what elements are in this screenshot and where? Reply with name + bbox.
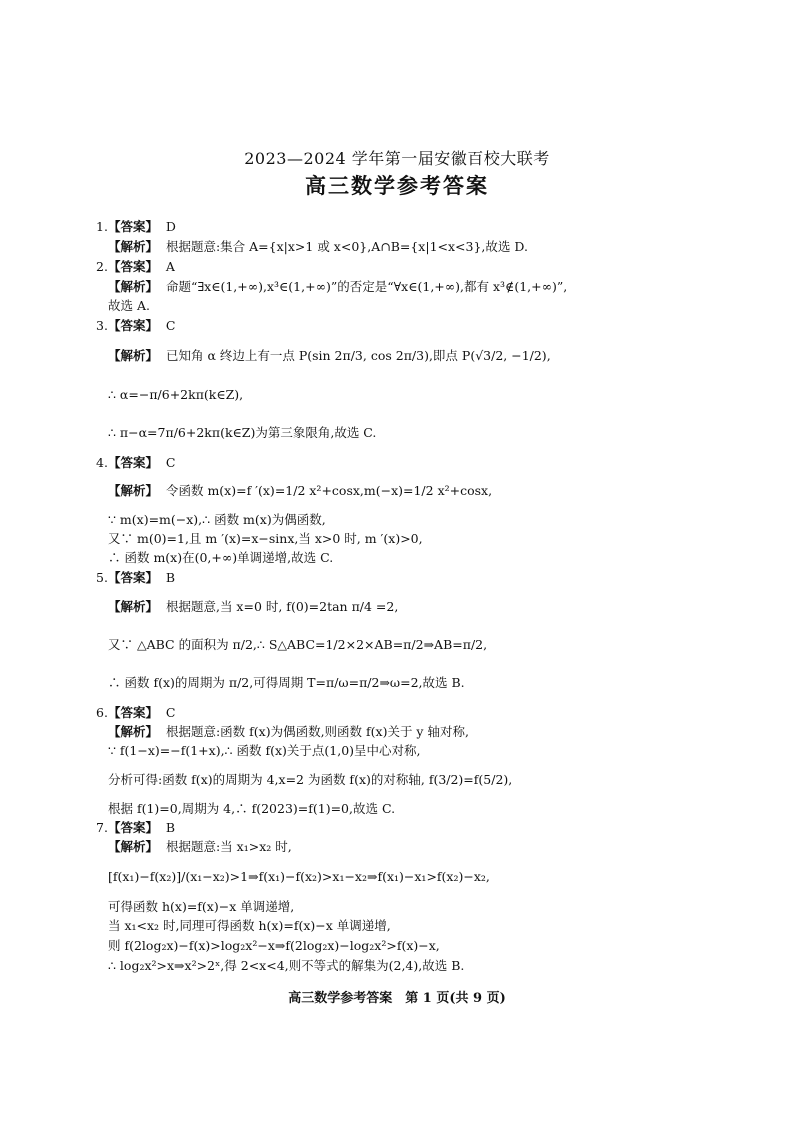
analysis-text: 根据题意,当 x=0 时, f(0)=2tan π/4 =2, [165,599,399,614]
answer-value: B [165,820,176,835]
question-number: 2. [96,259,108,274]
q6-analysis-line [108,724,469,740]
answer-value: B [165,570,176,585]
analysis-label: 【解析】 [108,239,159,254]
q2-analysis-line [108,279,567,295]
q7-analysis-line-5: 则 f(2log₂x)−f(x)>log₂x²−x⇒f(2log₂x)−log₂x²>f(x)−x, [108,938,440,953]
q3-analysis-line [108,348,551,364]
analysis-text: 根据题意:集合 A={x|x>1 或 x<0},A∩B={x|1<x<3},故选 D. [165,239,528,254]
q5-analysis-line-2: 又∵ △ABC 的面积为 π/2,∴ S△ABC=1/2×2×AB=π/2⇒AB=π/2, [108,637,488,652]
document-title: 高三数学参考答案 [305,173,489,198]
q3-analysis-line-2: ∴ α=−π/6+2kπ(k∈Z), [108,387,244,402]
q7-analysis-line-4: 当 x₁<x₂ 时,同理可得函数 h(x)=f(x)−x 单调递增, [108,918,391,933]
q3-answer-line [96,318,175,334]
q4-analysis-line-3: 又∵ m(0)=1,且 m ′(x)=x−sinx,当 x>0 时, m ′(x)>0, [108,531,423,546]
q1-answer-line [96,219,176,235]
q5-answer-line [96,570,175,586]
q4-analysis-line-2: ∵ m(x)=m(−x),∴ 函数 m(x)为偶函数, [108,512,326,527]
analysis-label: 【解析】 [108,839,159,854]
q7-analysis-line [108,839,292,855]
answer-value: C [165,455,176,470]
q1-analysis-line [108,239,528,255]
answer-label: 【答案】 [107,219,158,234]
q6-analysis-line-3: 分析可得:函数 f(x)的周期为 4,x=2 为函数 f(x)的对称轴, f(3/2)=f(5/2), [108,772,513,787]
answer-value: A [165,259,175,274]
q5-analysis-line [108,599,398,615]
q2-answer-line [96,259,175,275]
answer-label: 【答案】 [107,259,158,274]
q2-analysis-line-2: 故选 A. [108,298,150,313]
analysis-label: 【解析】 [108,279,159,294]
q7-analysis-line-6: ∴ log₂x²>x⇒x²>2ˣ,得 2<x<4,则不等式的解集为(2,4),故选 B. [108,958,465,973]
answer-label: 【答案】 [107,820,158,835]
q5-analysis-line-3: ∴ 函数 f(x)的周期为 π/2,可得周期 T=π/ω=π/2⇒ω=2,故选 B. [108,675,465,690]
question-number: 5. [96,570,108,585]
analysis-text: 根据题意:当 x₁>x₂ 时, [165,839,292,854]
analysis-text: 令函数 m(x)=f ′(x)=1/2 x²+cosx,m(−x)=1/2 x²+cosx, [165,483,493,498]
answer-label: 【答案】 [107,570,158,585]
q6-analysis-line-4: 根据 f(1)=0,周期为 4,∴ f(2023)=f(1)=0,故选 C. [108,801,396,816]
analysis-text: 已知角 α 终边上有一点 P(sin 2π/3, cos 2π/3),即点 P(√3/2, −1/2), [165,348,551,363]
q4-analysis-line [108,483,492,499]
analysis-label: 【解析】 [108,348,159,363]
analysis-label: 【解析】 [108,483,159,498]
q7-analysis-line-2: [f(x₁)−f(x₂)]/(x₁−x₂)>1⇒f(x₁)−f(x₂)>x₁−x₂⇒f(x₁)−x₁>f(x₂)−x₂, [108,869,490,884]
analysis-label: 【解析】 [108,724,159,739]
answer-label: 【答案】 [107,705,158,720]
answer-value: D [165,219,176,234]
question-number: 6. [96,705,108,720]
answer-value: C [165,705,176,720]
q7-answer-line [96,820,175,836]
question-number: 3. [96,318,108,333]
q4-answer-line [96,455,175,471]
question-number: 7. [96,820,108,835]
analysis-text: 命题“∃x∈(1,+∞),x³∈(1,+∞)”的否定是“∀x∈(1,+∞),都有 x³∉(1,+∞)”, [165,279,568,294]
analysis-text: 根据题意:函数 f(x)为偶函数,则函数 f(x)关于 y 轴对称, [165,724,469,739]
q6-analysis-line-2: ∵ f(1−x)=−f(1+x),∴ 函数 f(x)关于点(1,0)呈中心对称, [108,743,421,758]
q6-answer-line [96,705,175,721]
answer-value: C [165,318,176,333]
q3-analysis-line-3: ∴ π−α=7π/6+2kπ(k∈Z)为第三象限角,故选 C. [108,425,377,440]
answer-label: 【答案】 [107,455,158,470]
question-number: 4. [96,455,108,470]
analysis-label: 【解析】 [108,599,159,614]
exam-title: 2023—2024 学年第一届安徽百校大联考 [244,149,550,168]
q7-analysis-line-3: 可得函数 h(x)=f(x)−x 单调递增, [108,899,295,914]
page-footer: 高三数学参考答案 第 1 页(共 9 页) [288,991,506,1006]
answer-label: 【答案】 [107,318,158,333]
question-number: 1. [96,219,108,234]
q4-analysis-line-4: ∴ 函数 m(x)在(0,+∞)单调递增,故选 C. [108,550,334,565]
